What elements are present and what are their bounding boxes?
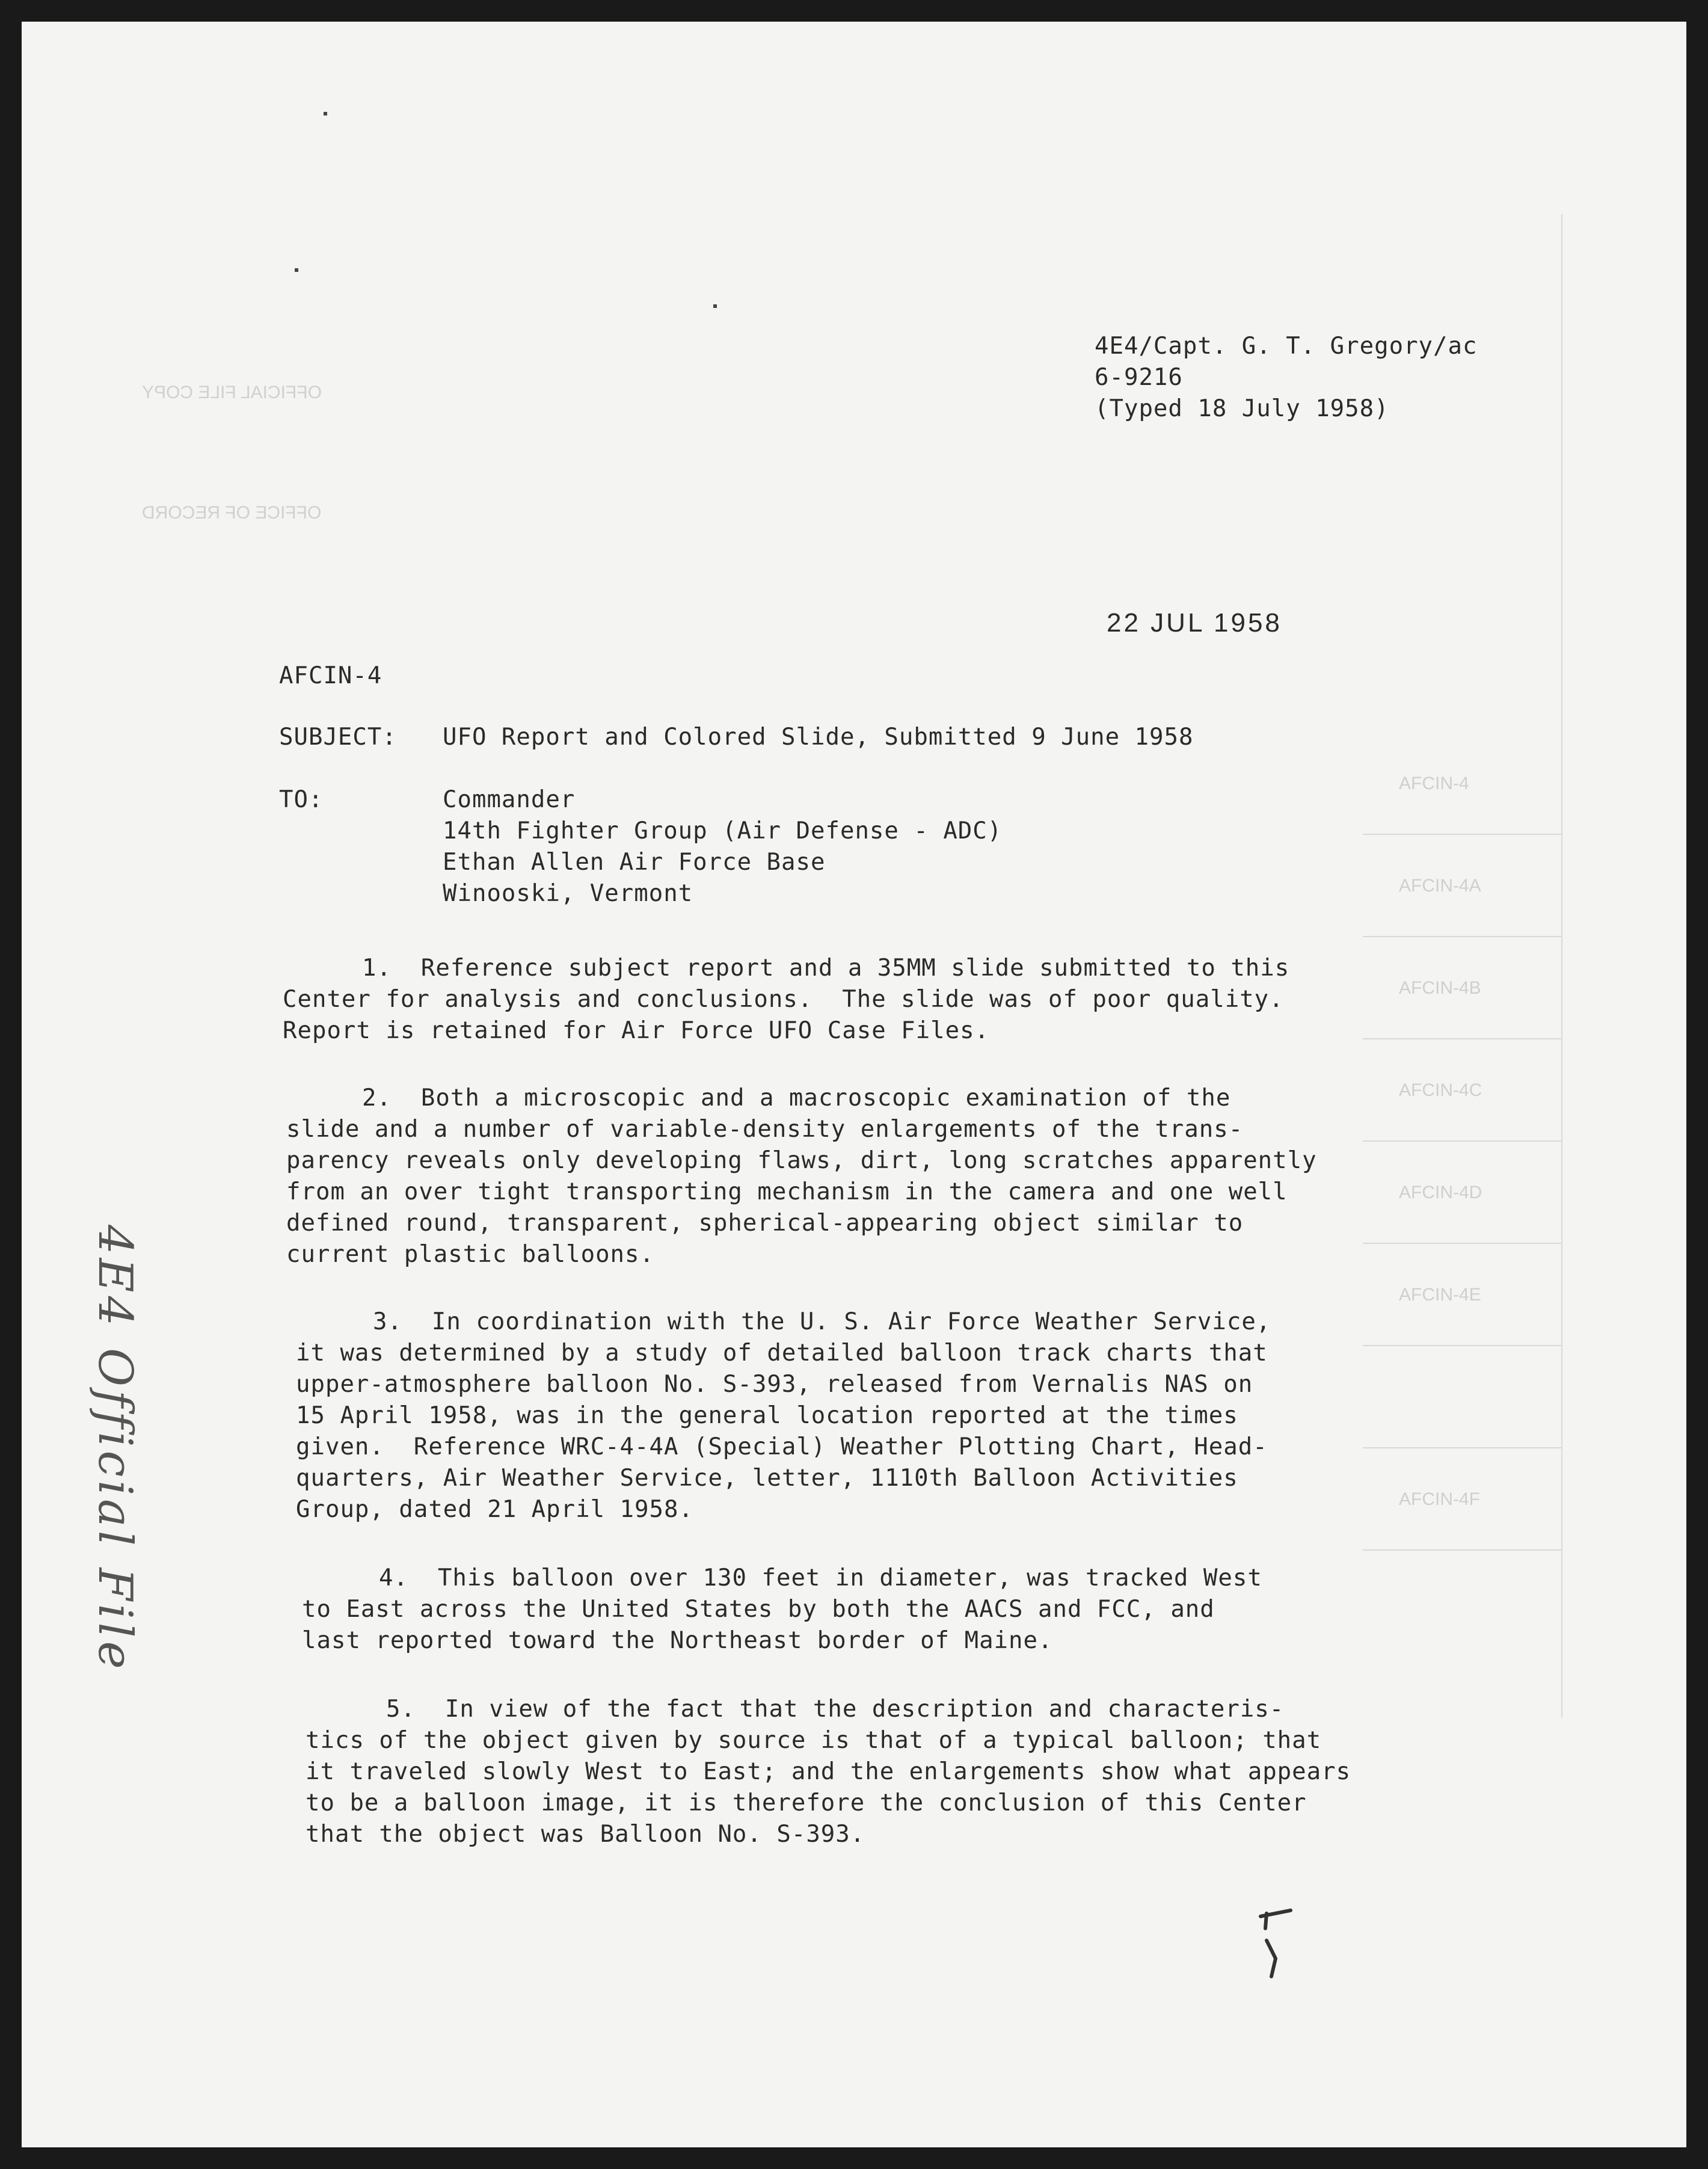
paragraph-2-line: 2. Both a microscopic and a macroscopic examination of the: [362, 1084, 1231, 1112]
paragraph-2-line: parency reveals only developing flaws, dirt, long scratches apparently: [286, 1147, 1317, 1174]
paragraph-5-line: 5. In view of the fact that the description and characteris-: [386, 1696, 1285, 1723]
document-page: [22, 22, 1686, 2147]
address-line: Commander: [443, 786, 576, 813]
subject-label: SUBJECT:: [279, 724, 397, 751]
routing-line: [1363, 1243, 1561, 1244]
paragraph-3-line: given. Reference WRC-4-4A (Special) Weather Plotting Chart, Head-: [296, 1433, 1268, 1460]
date-stamp: 22 JUL 1958: [1107, 608, 1282, 638]
routing-label: AFCIN-4B: [1399, 978, 1481, 998]
routing-label: AFCIN-4C: [1399, 1080, 1482, 1100]
paragraph-5-line: to be a balloon image, it is therefore the conclusion of this Center: [306, 1789, 1307, 1817]
paragraph-2-line: defined round, transparent, spherical-appearing object similar to: [286, 1210, 1244, 1237]
address-line: Ethan Allen Air Force Base: [443, 849, 826, 876]
paragraph-5-line: tics of the object given by source is that of a typical balloon; that: [306, 1727, 1322, 1754]
routing-line: [1363, 1038, 1561, 1039]
office-symbol: AFCIN-4: [279, 662, 382, 689]
paragraph-4-line: 4. This balloon over 130 feet in diameter, was tracked West: [379, 1564, 1262, 1592]
paragraph-1-line: Report is retained for Air Force UFO Case Files.: [283, 1017, 990, 1044]
paragraph-2-line: slide and a number of variable-density enlargements of the trans-: [286, 1116, 1244, 1143]
routing-label: AFCIN-4E: [1399, 1285, 1481, 1305]
routing-line: [1363, 1549, 1561, 1551]
routing-line: [1363, 936, 1561, 937]
handwritten-annotation: 4E4 Official File: [88, 1225, 142, 1673]
paragraph-3-line: 15 April 1958, was in the general location reported at the times: [296, 1402, 1238, 1429]
paragraph-1-line: Center for analysis and conclusions. The slide was of poor quality.: [283, 986, 1284, 1013]
to-label: TO:: [279, 786, 324, 813]
address-line: Winooski, Vermont: [443, 880, 693, 907]
paragraph-5-line: that the object was Balloon No. S-393.: [306, 1821, 865, 1848]
routing-label: AFCIN-4A: [1399, 876, 1481, 896]
originator-line: 4E4/Capt. G. T. Gregory/ac: [1095, 333, 1478, 360]
initial-mark-icon: [1255, 1904, 1303, 2001]
routing-label: AFCIN-4D: [1399, 1183, 1482, 1202]
routing-line: [1363, 1345, 1561, 1346]
stray-mark: [295, 268, 298, 272]
routing-column-rule: [1561, 214, 1562, 1718]
subject-text: UFO Report and Colored Slide, Submitted 9 June 1958: [443, 724, 1194, 751]
paragraph-2-line: current plastic balloons.: [286, 1241, 654, 1268]
routing-label: AFCIN-4: [1399, 774, 1469, 793]
paragraph-3-line: Group, dated 21 April 1958.: [296, 1496, 693, 1523]
paragraph-3-line: it was determined by a study of detailed balloon track charts that: [296, 1340, 1268, 1367]
paragraph-5-line: it traveled slowly West to East; and the enlargements show what appears: [306, 1758, 1351, 1785]
routing-line: [1363, 1140, 1561, 1142]
phone-line: 6-9216: [1095, 364, 1183, 391]
routing-line: [1363, 1447, 1561, 1448]
stray-mark: [713, 304, 717, 308]
paragraph-4-line: last reported toward the Northeast border of Maine.: [302, 1627, 1053, 1654]
address-line: 14th Fighter Group (Air Defense - ADC): [443, 817, 1003, 845]
paragraph-2-line: from an over tight transporting mechanism in the camera and one well: [286, 1178, 1288, 1205]
bleed-through-stamp: OFFICIAL FILE COPY: [142, 383, 322, 402]
routing-label: AFCIN-4F: [1399, 1489, 1480, 1509]
paragraph-3-line: 3. In coordination with the U. S. Air Force Weather Service,: [373, 1308, 1271, 1335]
typed-date-line: (Typed 18 July 1958): [1095, 395, 1389, 422]
stray-mark: [324, 112, 327, 115]
routing-line: [1363, 834, 1561, 835]
paragraph-4-line: to East across the United States by both the AACS and FCC, and: [302, 1596, 1215, 1623]
bleed-through-stamp-2: OFFICE OF RECORD: [142, 503, 322, 523]
paragraph-3-line: quarters, Air Weather Service, letter, 1110th Balloon Activities: [296, 1465, 1238, 1492]
paragraph-3-line: upper-atmosphere balloon No. S-393, released from Vernalis NAS on: [296, 1371, 1253, 1398]
paragraph-1-line: 1. Reference subject report and a 35MM slide submitted to this: [362, 955, 1290, 982]
